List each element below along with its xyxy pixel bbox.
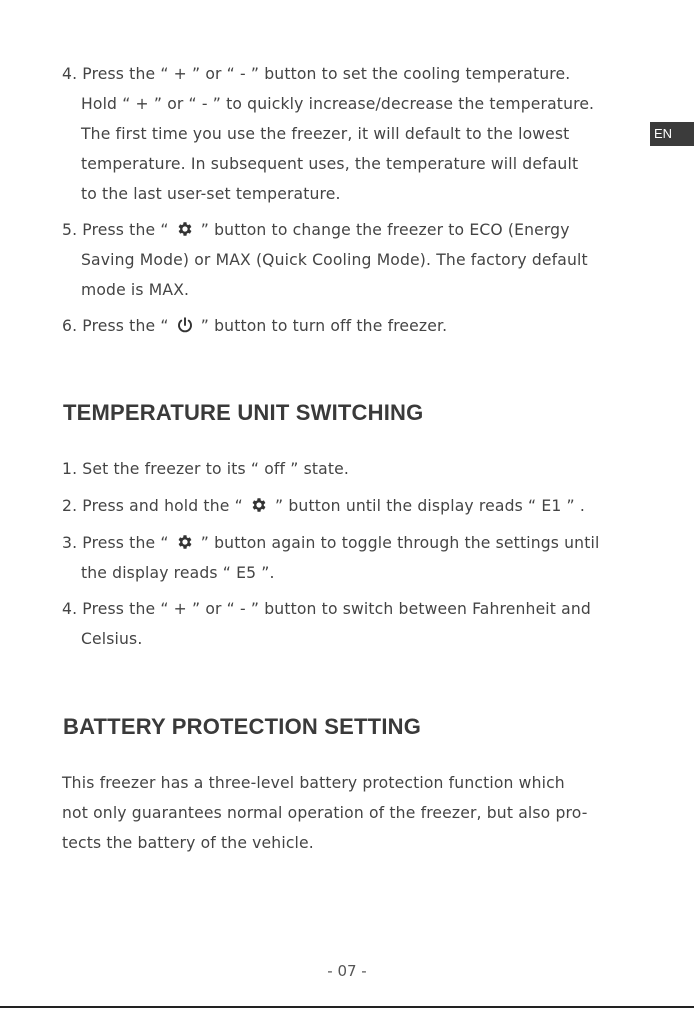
- step-6-text-before: 6. Press the “: [62, 317, 169, 335]
- section-heading-battery-protection: BATTERY PROTECTION SETTING: [63, 714, 422, 739]
- power-icon: [176, 316, 194, 339]
- gear-icon: [176, 220, 194, 243]
- language-tab[interactable]: EN: [650, 122, 694, 146]
- step-6: [62, 316, 447, 339]
- section-heading-temperature-unit: TEMPERATURE UNIT SWITCHING: [63, 400, 424, 425]
- temp-step-3-before: 3. Press the “: [62, 534, 169, 552]
- step-5-line-2: Saving Mode) or MAX (Quick Cooling Mode). The factory default: [81, 251, 588, 269]
- step-5-text-after: ” button to change the freezer to ECO (Energy: [200, 221, 570, 239]
- temp-step-2-after: ” button until the display reads “ E1 ” .: [275, 497, 585, 515]
- temp-step-3: [62, 533, 599, 556]
- step-6-text-after: ” button to turn off the freezer.: [200, 317, 448, 335]
- page-bottom-rule: [0, 1006, 694, 1008]
- step-4-line-1: 4. Press the “ + ” or “ - ” button to set the cooling temperature.: [62, 65, 571, 83]
- step-4-line-4: temperature. In subsequent uses, the temperature will default: [81, 155, 579, 173]
- step-5-line-1: [62, 220, 570, 243]
- temp-step-1: 1. Set the freezer to its “ off ” state.: [62, 460, 349, 478]
- page-number: - 07 -: [327, 962, 367, 980]
- temp-step-2-before: 2. Press and hold the “: [62, 497, 243, 515]
- battery-paragraph-line-3: tects the battery of the vehicle.: [62, 834, 314, 852]
- step-5-text-before: 5. Press the “: [62, 221, 169, 239]
- step-4-line-3: The first time you use the freezer, it will default to the lowest: [81, 125, 570, 143]
- temp-step-3-after: ” button again to toggle through the settings until: [200, 534, 600, 552]
- temp-step-4-line-1: 4. Press the “ + ” or “ - ” button to switch between Fahrenheit and: [62, 600, 591, 618]
- step-4-line-2: Hold “ + ” or “ - ” to quickly increase/decrease the temperature.: [81, 95, 595, 113]
- temp-step-3-line-2: the display reads “ E5 ”.: [81, 564, 275, 582]
- temp-step-4-line-2: Celsius.: [81, 630, 143, 648]
- gear-icon: [250, 496, 268, 519]
- temp-step-2: [62, 496, 585, 519]
- battery-paragraph-line-2: not only guarantees normal operation of the freezer, but also pro-: [62, 804, 588, 822]
- gear-icon: [176, 533, 194, 556]
- step-4-line-5: to the last user-set temperature.: [81, 185, 341, 203]
- battery-paragraph-line-1: This freezer has a three-level battery protection function which: [62, 774, 565, 792]
- step-5-line-3: mode is MAX.: [81, 281, 190, 299]
